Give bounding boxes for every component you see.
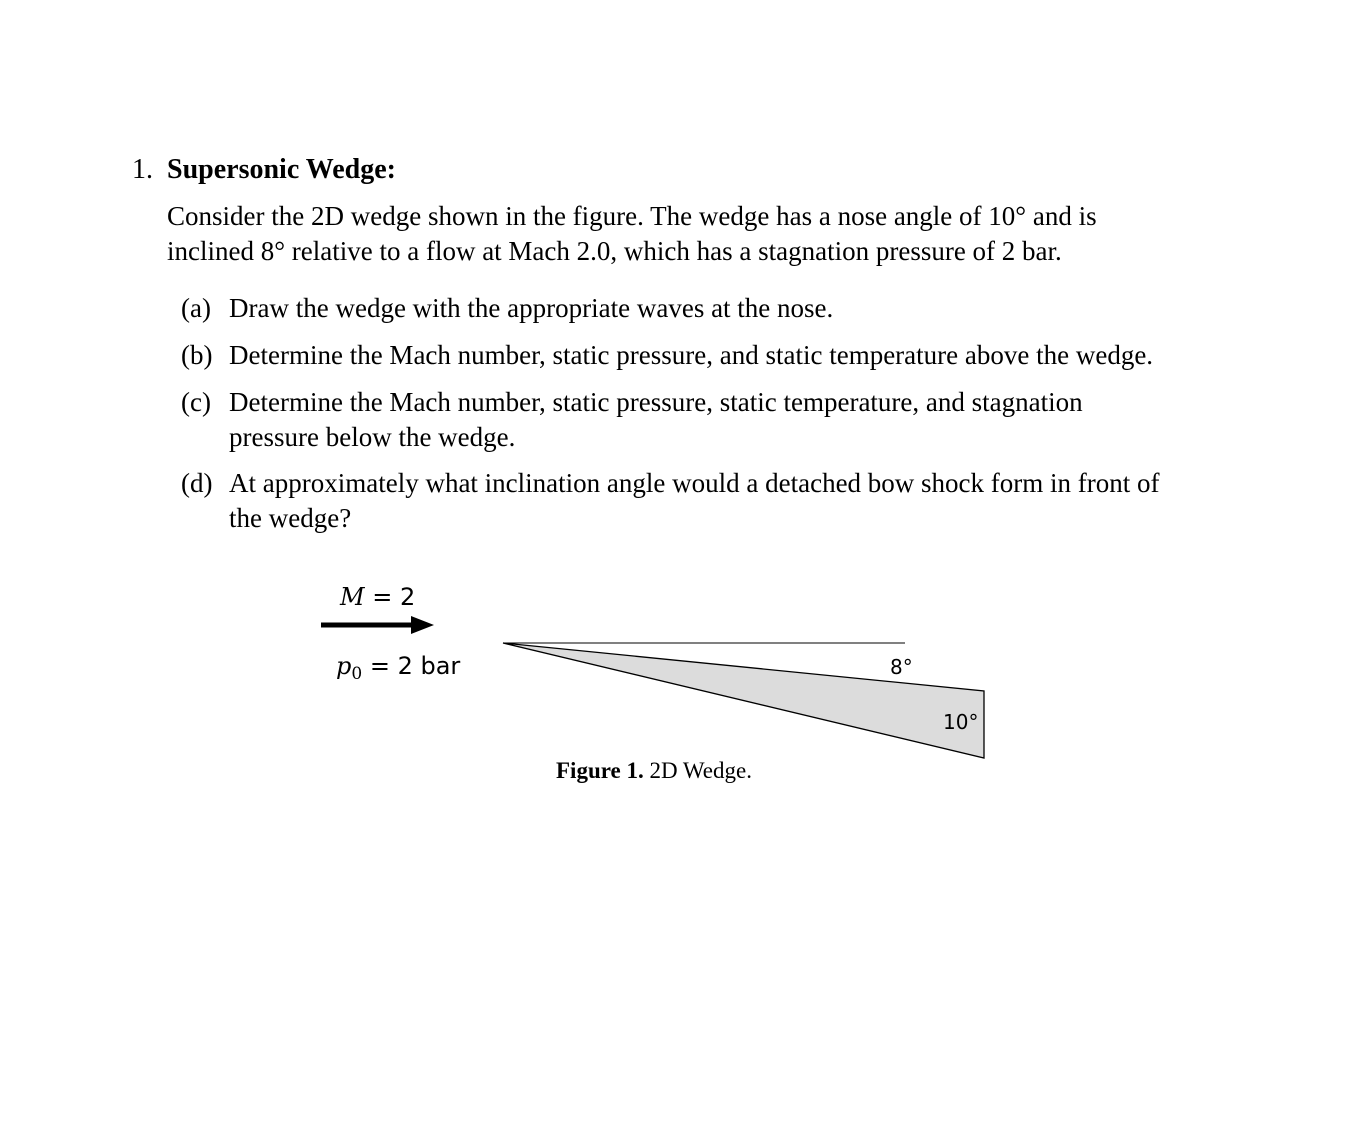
part-c <box>181 385 1231 455</box>
part-b <box>181 338 1231 373</box>
flow-arrow-head <box>411 616 434 634</box>
part-a-text: Draw the wedge with the appropriate waves at the nose. <box>229 293 834 323</box>
part-d <box>181 466 1231 536</box>
mach-equation: = 2 <box>364 583 416 611</box>
pressure-symbol: p <box>336 652 352 680</box>
problem-number: 1. <box>132 154 153 185</box>
part-c-label: (c) <box>181 387 211 417</box>
part-b-label: (b) <box>181 340 213 370</box>
mach-label <box>339 583 415 611</box>
part-a <box>181 291 1231 326</box>
intro-line-1: Consider the 2D wedge shown in the figure. The wedge has a nose angle of 10° and is <box>167 201 1097 231</box>
part-d-label: (d) <box>181 468 213 498</box>
part-c-line-1: Determine the Mach number, static pressure, static temperature, and stagnation <box>229 387 1083 417</box>
caption-label: Figure 1. <box>556 758 644 783</box>
pressure-subscript: 0 <box>351 664 363 684</box>
part-a-label: (a) <box>181 293 211 323</box>
problem-intro <box>167 199 1227 269</box>
part-d-line-1: At approximately what inclination angle would a detached bow shock form in front of <box>229 468 1160 498</box>
wedge-figure <box>300 570 1020 770</box>
caption-text: 2D Wedge. <box>643 758 752 783</box>
pressure-equation: = 2 bar <box>362 652 461 680</box>
part-d-line-2: the wedge? <box>229 503 352 533</box>
part-c-line-2: pressure below the wedge. <box>229 422 516 452</box>
pressure-label <box>336 652 460 684</box>
nose-angle-label: 10° <box>943 710 979 734</box>
figure-caption <box>556 756 752 786</box>
part-b-text: Determine the Mach number, static pressure, and static temperature above the wedge. <box>229 340 1154 370</box>
inclination-angle-label: 8° <box>890 655 913 679</box>
mach-symbol: M <box>340 583 365 611</box>
problem-title: Supersonic Wedge: <box>167 154 396 185</box>
intro-line-2: inclined 8° relative to a flow at Mach 2.0, which has a stagnation pressure of 2 bar. <box>167 236 1062 266</box>
